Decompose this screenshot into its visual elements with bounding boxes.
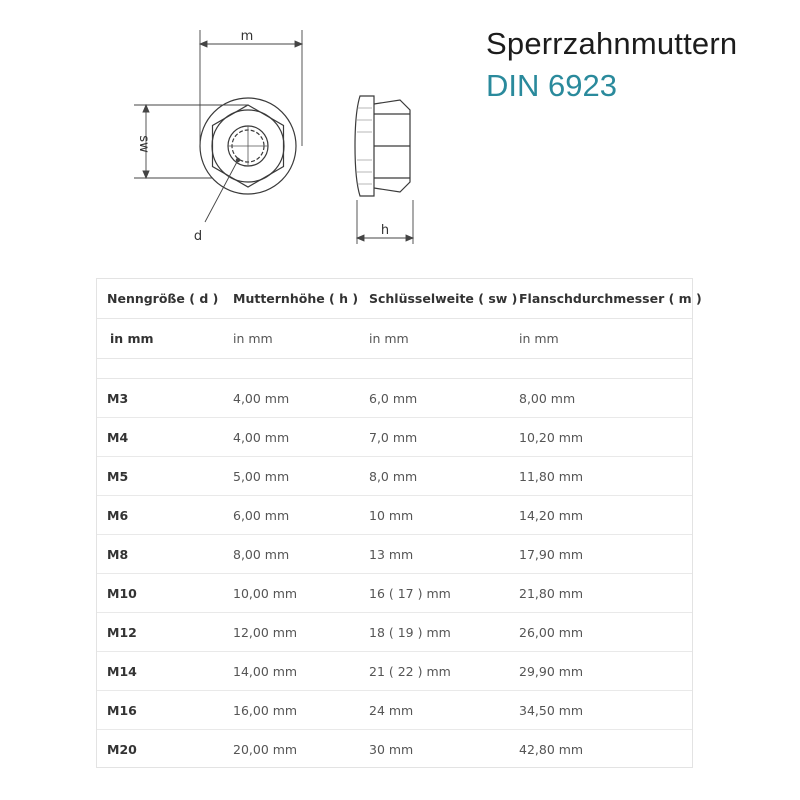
header-schluesselweite: Schlüsselweite ( sw ) [359, 279, 509, 319]
wrench-size-cell: 21 ( 22 ) mm [359, 652, 509, 691]
height-cell: 8,00 mm [223, 535, 359, 574]
spacer-row [97, 359, 692, 379]
label-m: m [240, 29, 254, 44]
size-cell: M5 [97, 457, 223, 496]
header-flanschdurchmesser: Flanschdurchmesser ( m ) [509, 279, 692, 319]
height-cell: 6,00 mm [223, 496, 359, 535]
label-sw: sw [136, 135, 151, 153]
flange-diameter-cell: 42,80 mm [519, 741, 584, 757]
size-cell: M10 [97, 574, 223, 613]
height-cell: 16,00 mm [223, 691, 359, 730]
flange-diameter-cell: 29,90 mm [509, 652, 692, 691]
flange-diameter-cell: 34,50 mm [509, 691, 692, 730]
header-mutternhoehe: Mutternhöhe ( h ) [223, 279, 359, 319]
table-row [97, 652, 692, 691]
dimension-table [96, 278, 702, 768]
flange-diameter-cell: 14,20 mm [509, 496, 692, 535]
wrench-size-cell: 10 mm [359, 496, 509, 535]
table-row [97, 730, 692, 769]
size-cell: M14 [97, 652, 223, 691]
table-row [97, 496, 692, 535]
size-cell: M4 [97, 418, 223, 457]
label-d: d [193, 229, 203, 244]
flange-diameter-cell: 10,20 mm [509, 418, 692, 457]
size-cell: M8 [97, 535, 223, 574]
table-row [97, 574, 692, 613]
wrench-size-cell: 24 mm [359, 691, 509, 730]
wrench-size-cell: 18 ( 19 ) mm [359, 613, 509, 652]
unit-cell: in mm [509, 319, 692, 359]
wrench-size-cell: 13 mm [359, 535, 509, 574]
side-view [355, 96, 410, 196]
height-cell: 5,00 mm [223, 457, 359, 496]
table-row [97, 418, 692, 457]
flange-diameter-cell: 11,80 mm [509, 457, 692, 496]
wrench-size-cell: 6,0 mm [359, 379, 509, 418]
flange-diameter-cell: 17,90 mm [509, 535, 692, 574]
height-cell: 4,00 mm [223, 379, 359, 418]
flange-diameter-cell: 26,00 mm [509, 613, 692, 652]
unit-cell: in mm [359, 319, 509, 359]
height-cell: 4,00 mm [223, 418, 359, 457]
label-h: h [380, 223, 390, 238]
height-cell: 14,00 mm [223, 652, 359, 691]
wrench-size-cell: 7,0 mm [359, 418, 509, 457]
wrench-size-cell: 30 mm [369, 741, 414, 757]
table-header-row [97, 279, 692, 319]
unit-cell: in mm [223, 319, 359, 359]
unit-cell: in mm [97, 319, 223, 359]
size-cell: M3 [97, 379, 223, 418]
height-cell: 10,00 mm [223, 574, 359, 613]
table-row [97, 691, 692, 730]
size-cell: M12 [97, 613, 223, 652]
unit-row [97, 319, 692, 359]
wrench-size-cell: 16 ( 17 ) mm [359, 574, 509, 613]
page-title: Sperrzahnmuttern [486, 26, 738, 61]
table-row [97, 379, 692, 418]
page-subtitle: DIN 6923 [486, 68, 617, 103]
flange-diameter-cell: 21,80 mm [509, 574, 692, 613]
size-cell: M20 [107, 741, 137, 757]
table-row [97, 535, 692, 574]
table-row [97, 613, 692, 652]
height-cell: 12,00 mm [223, 613, 359, 652]
size-cell: M6 [97, 496, 223, 535]
height-cell: 20,00 mm [233, 741, 298, 757]
wrench-size-cell: 8,0 mm [359, 457, 509, 496]
flange-diameter-cell: 8,00 mm [509, 379, 692, 418]
size-cell: M16 [97, 691, 223, 730]
technical-drawing [120, 20, 440, 260]
header-nenngroesse: Nenngröße ( d ) [97, 279, 223, 319]
table-row [97, 457, 692, 496]
